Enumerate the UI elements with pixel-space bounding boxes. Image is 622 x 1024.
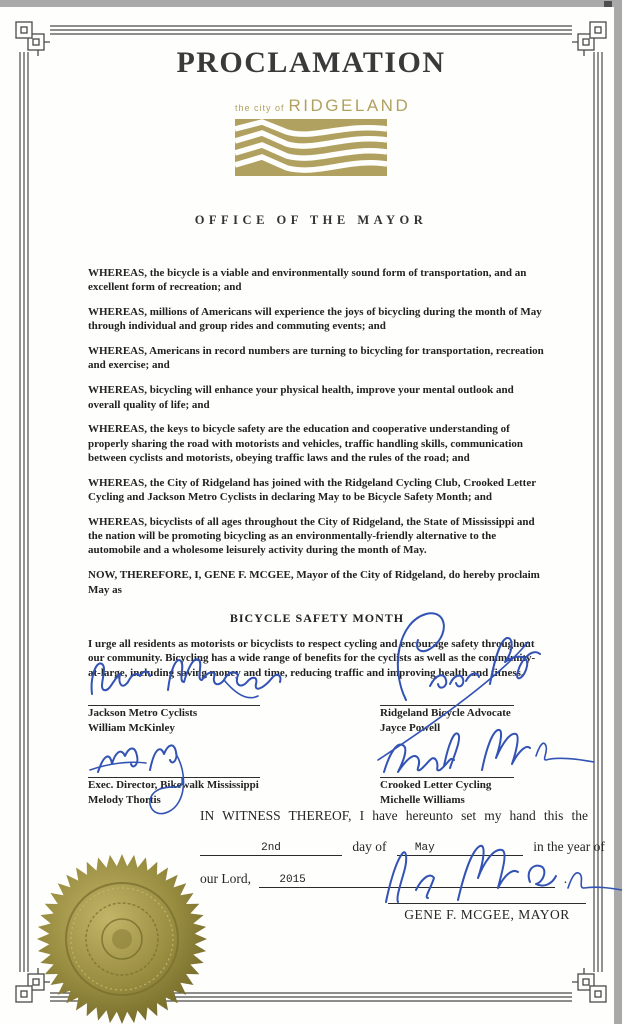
office-of-the-mayor-heading: OFFICE OF THE MAYOR [194,213,428,227]
period-mark: . [563,871,568,886]
proclamation-body [88,266,546,691]
logo-tagline: the city of [235,103,285,113]
whereas-paragraph: WHEREAS, Americans in record numbers are turning to bicycling for transportation, recreation and exercise; and [88,345,544,372]
logo-wave-icon [235,119,387,176]
scan-edge-right [614,0,622,1024]
witness-line1: IN WITNESS THEREOF, I have hereunto set my hand this the [200,808,588,823]
year-blank: 2015 [259,875,555,888]
whereas-paragraph: WHEREAS, the City of Ridgeland has joined with the Ridgeland Cycling Club, Crooked Letter Cycling and Jackson Metro Cyclists in declaring May to be Bicycle Safety Month; and [88,476,536,504]
document-title: PROCLAMATION [176,46,446,79]
signatory-name: William McKinley [88,721,175,734]
whereas-paragraph: WHEREAS, the bicycle is a viable and environmentally sound form of transportation, and an excellent form of recreation; and [88,267,527,294]
day-blank: 2nd [200,843,342,856]
whereas-paragraph: WHEREAS, bicycling will enhance your physical health, improve your mental outlook and overall quality of life; and [88,384,514,411]
mayor-signature-line [388,903,586,904]
mayor-name-label: GENE F. MCGEE, MAYOR [404,907,570,922]
now-therefore-paragraph: NOW, THEREFORE, I, GENE F. MCGEE, Mayor of the City of Ridgeland, do hereby proclaim May as [88,569,540,596]
signatory-org: Crooked Letter Cycling [380,779,492,791]
signatory-name: Michelle Williams [380,793,465,806]
bicycle-safety-month-heading: BICYCLE SAFETY MONTH [229,610,405,625]
signatory-org: Jackson Metro Cyclists [88,707,198,719]
our-lord-label: our Lord, [200,871,251,886]
whereas-paragraph: WHEREAS, the keys to bicycle safety are the education and cooperative understanding of properly sharing the road with motorists and vehicles, traffic handling skills, communication between cyclists and motorists, obeying traffic laws and the rules of the road; and [88,423,524,464]
scan-edge-top [0,0,622,7]
gold-city-seal [36,853,208,1024]
whereas-paragraph: WHEREAS, millions of Americans will experience the joys of bicycling during the month of May through individual and group rides and commuting events; and [88,306,542,333]
closing-paragraph: I urge all residents as motorists or bicyclists to respect cycling and encourage safety throughout our community. Bicycling has a wide range of benefits for the cyclists as well as the community-at-large, including saving money and time, reducing traffic and improving health and fitness. [88,638,536,679]
border-corner-ornament-bottom-right [572,968,606,1002]
signature-block-crooked-letter-cycling [380,720,622,807]
signatory-name: Melody Thortis [88,793,161,806]
logo-city-name: RIDGELAND [288,96,411,115]
day-of-label: day of [352,839,387,854]
year-of-label: in the year of [533,839,605,854]
witness-clause [200,808,605,886]
whereas-paragraph: WHEREAS, bicyclists of all ages throughout the City of Ridgeland, the State of Mississippi and the nation will be promoting bicycling as an environmentally-friendly alternative to the automobile and a wholesome leisurely activity during the month of May. [88,515,535,557]
signatory-org: Ridgeland Bicycle Advocate [380,707,511,719]
city-of-ridgeland-logo [235,96,411,176]
signatory-name: Jayce Powell [380,721,441,734]
signatory-org: Exec. Director, Bikewalk Mississippi [88,779,259,791]
signature-block-bikewalk-mississippi [88,720,388,807]
month-blank: May [397,843,523,856]
signature-william-mckinley [84,644,299,710]
scan-edge-notch [604,1,612,7]
